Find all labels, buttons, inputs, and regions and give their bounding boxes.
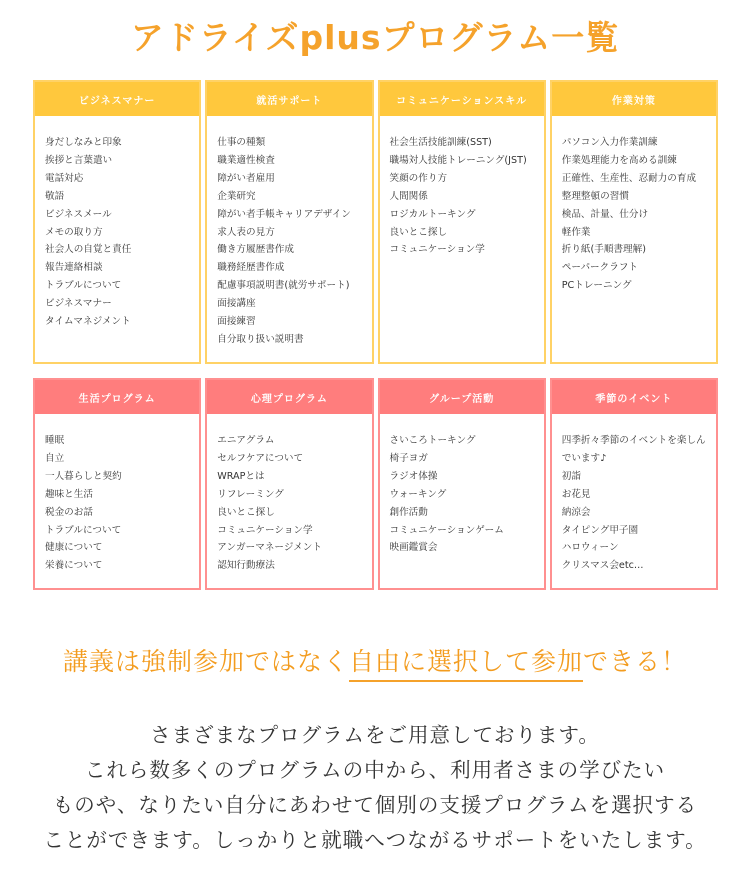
program-item: 敬語 [45,190,65,202]
program-card [550,80,718,364]
program-item: 整理整頓の習慣 [561,190,629,202]
program-item: 認知行動療法 [217,560,275,572]
program-card-header: グループ活動 [380,380,544,414]
lead-text [0,642,750,678]
program-card-header: 作業対策 [552,82,716,116]
program-item: 趣味と生活 [45,488,93,500]
program-card-header: コミュニケーションスキル [380,82,544,116]
program-item: セルフケアについて [217,452,304,464]
program-card-header: 就活サポート [207,82,371,116]
program-card-header: 季節のイベント [552,380,716,414]
program-item: 栄養について [45,560,103,572]
program-item: トラブルについて [45,280,122,292]
program-item: エニアグラム [217,435,275,446]
program-item: 初詣 [561,470,581,482]
program-card [378,378,546,590]
program-item: 正確性、生産性、忍耐力の育成 [561,172,697,184]
program-card-header: 心理プログラム [207,380,371,414]
program-item: 人間関係 [389,190,428,202]
program-card [378,80,546,364]
program-card [205,378,373,590]
program-item: 検品、計量、仕分け [561,208,649,220]
program-item: 四季折々季節のイベントを楽しん [561,435,706,446]
lead-post: できる！ [583,647,688,676]
program-item: リフレーミング [217,488,284,500]
program-item: 職務経歴書作成 [217,262,285,274]
program-item: 報告連絡相談 [45,262,103,274]
program-item: さいころトーキング [389,435,476,446]
description-line: これら数多くのプログラムの中から、利用者さまの学びたい [84,758,666,782]
program-item: ラジオ体操 [389,470,438,482]
program-item: 職場対人技能トレーニング(JST) [389,154,527,166]
program-item: 椅子ヨガ [389,452,428,464]
program-item: 健康について [45,542,103,554]
program-card [33,378,201,590]
program-item: 良いとこ探し [217,506,275,518]
program-item: WRAPとは [217,470,265,482]
program-item: 面接練習 [217,316,256,328]
lead-underlined: 自由に選択して参加 [349,647,583,682]
program-item: ペーパークラフト [561,262,639,274]
program-card [550,378,718,590]
description-line: ものや、なりたい自分にあわせて個別の支援プログラムを選択する [52,793,698,817]
program-item: コミュニケーション学 [389,244,485,256]
program-item: 求人表の見方 [217,226,275,238]
program-list [552,414,716,575]
page-title: アドライズplusプログラム一覧 [130,18,620,57]
program-item: メモの取り方 [45,226,103,238]
program-item: 障がい者手帳キャリアデザイン [217,208,351,220]
program-item: 税金のお話 [45,506,93,518]
program-card [205,80,373,364]
program-item: 軽作業 [561,226,591,238]
program-item: でいます♪ [561,452,607,464]
program-item: 納涼会 [561,506,591,518]
program-list [207,414,371,575]
program-grid-top [33,80,718,364]
program-item: コミュニケーション学 [217,524,313,536]
program-list [380,414,544,557]
program-item: 一人暮らしと契約 [45,470,122,482]
program-item: PCトレーニング [561,280,632,292]
program-item: ハロウィーン [561,542,619,554]
program-item: 睡眠 [45,435,65,446]
program-item: 折り紙(手順書理解) [561,244,646,256]
program-item: 社会人の自覚と責任 [45,244,132,256]
program-item: 自分取り扱い説明書 [217,333,304,345]
program-item: 働き方履歴書作成 [217,244,294,256]
program-card [33,80,201,364]
program-item: パソコン入力作業訓練 [561,137,658,148]
program-item: 創作活動 [389,506,428,518]
program-item: 笑顔の作り方 [389,172,448,184]
program-item: 仕事の種類 [217,137,266,148]
program-item: 自立 [45,452,65,464]
program-list [35,414,199,575]
program-item: 面接講座 [217,298,256,310]
lead-pre: 講義は強制参加ではなく [62,647,349,676]
program-item: ロジカルトーキング [389,208,476,220]
program-item: タイピング甲子園 [561,524,639,536]
program-item: 配慮事項説明書(就労サポート) [217,280,350,292]
program-list [552,116,716,295]
program-item: 社会生活技能訓練(SST) [389,137,492,148]
program-item: 電話対応 [45,172,84,184]
program-list [35,116,199,331]
program-item: アンガーマネージメント [217,542,322,554]
program-item: 身だしなみと印象 [45,137,122,148]
program-item: 作業処理能力を高める訓練 [561,154,677,166]
description-line: さまざまなプログラムをご用意しております。 [150,723,600,747]
program-item: 良いとこ探し [389,226,448,238]
program-item: トラブルについて [45,524,122,536]
program-item: コミュニケーションゲーム [389,524,504,536]
description-line: ことができます。しっかりと就職へつながるサポートをいたします。 [43,828,707,852]
program-list [380,116,544,259]
program-card-header: ビジネスマナー [35,82,199,116]
program-item: タイムマネジメント [45,316,131,328]
program-grid-bottom [33,378,718,590]
program-card-header: 生活プログラム [35,380,199,414]
program-item: ウォーキング [389,488,447,500]
program-item: 映画鑑賞会 [389,542,438,554]
program-item: お花見 [561,488,591,500]
program-item: 企業研究 [217,190,256,202]
program-item: ビジネスメール [45,208,112,220]
description [0,718,750,858]
program-item: ビジネスマナー [45,298,112,310]
program-item: クリスマス会etc… [561,560,644,572]
program-item: 障がい者雇用 [217,172,275,184]
program-list [207,116,371,349]
program-item: 職業適性検査 [217,154,275,166]
program-item: 挨拶と言葉遣い [45,154,113,166]
